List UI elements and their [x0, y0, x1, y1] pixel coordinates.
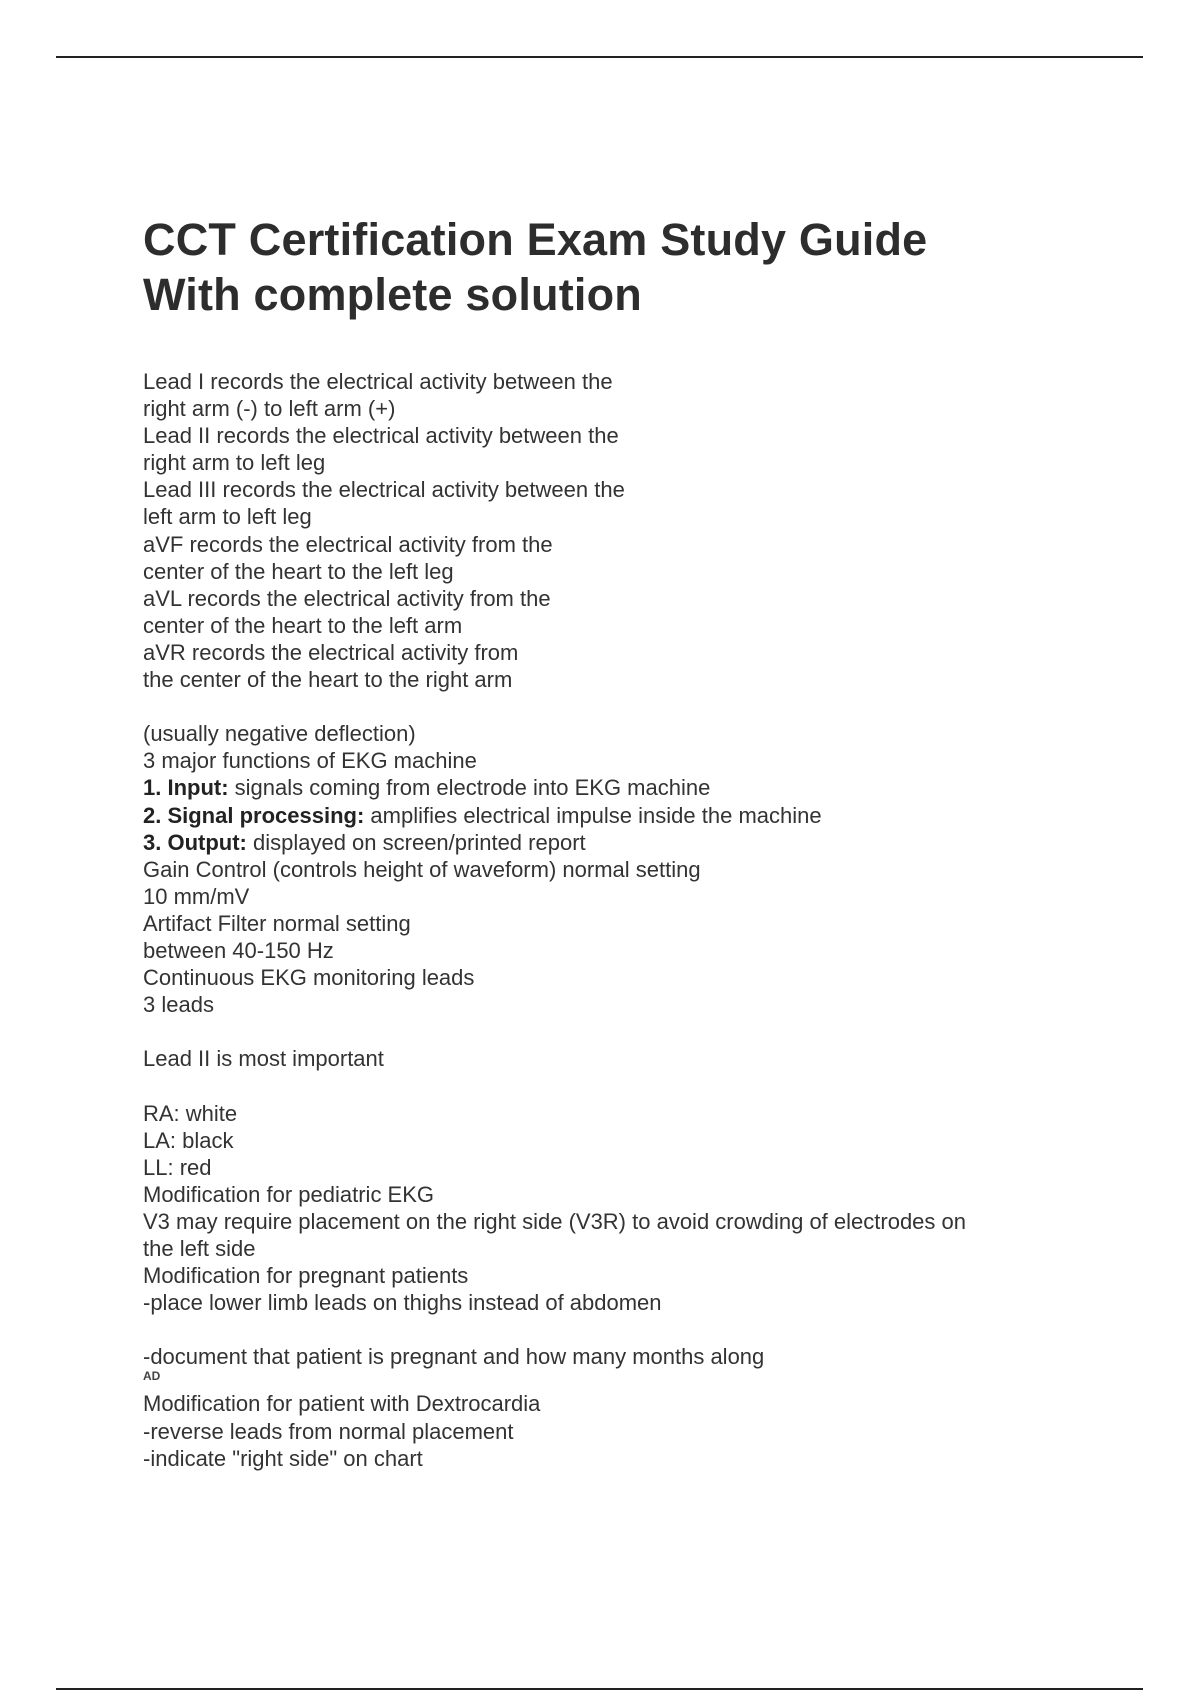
text-line: Lead III records the electrical activity between the [143, 477, 625, 503]
text-line: right arm (-) to left arm (+) [143, 396, 396, 422]
paragraph-gap [143, 1018, 1073, 1045]
pregnant-note: -document that patient is pregnant and how many months along [143, 1344, 765, 1370]
text-line: RA: white [143, 1100, 238, 1126]
text-line: aVR records the electrical activity from [143, 639, 519, 665]
text-line: Lead I records the electrical activity between the [143, 369, 613, 394]
text-line: -place lower limb leads on thighs instead of abdomen [143, 1290, 662, 1316]
text-line: center of the heart to the left leg [143, 558, 454, 584]
function-text: signals coming from electrode into EKG machine [228, 775, 711, 801]
title-line-2: With complete solution [143, 269, 642, 320]
text-line: LA: black [143, 1127, 234, 1153]
paragraph-gap [143, 1316, 1073, 1343]
text-line: Modification for pregnant patients [143, 1263, 469, 1289]
function-label: 1. Input: [143, 775, 229, 801]
text-line: Artifact Filter normal setting [143, 910, 411, 936]
text-line: the left side [143, 1236, 256, 1261]
lead-ii-note: Lead II is most important [143, 1046, 384, 1072]
text-line: -indicate "right side" on chart [143, 1445, 423, 1471]
document-body [143, 368, 1073, 1472]
deflection-note: (usually negative deflection) [143, 721, 416, 747]
function-label: 2. Signal processing: [143, 802, 365, 828]
text-line: center of the heart to the left arm [143, 612, 463, 638]
function-item [143, 802, 1073, 829]
page-title [143, 212, 927, 322]
text-line: Modification for patient with Dextrocardia [143, 1391, 541, 1417]
function-item [143, 829, 1073, 856]
text-line: -reverse leads from normal placement [143, 1418, 514, 1444]
function-text: displayed on screen/printed report [246, 829, 586, 855]
text-line: LL: red [143, 1154, 212, 1180]
top-rule [56, 56, 1143, 58]
text-line: between 40-150 Hz [143, 937, 334, 963]
bottom-rule [56, 1688, 1143, 1690]
function-item [143, 774, 1073, 801]
functions-heading: 3 major functions of EKG machine [143, 748, 477, 774]
text-line: aVF records the electrical activity from the [143, 531, 553, 557]
text-line: right arm to left leg [143, 450, 326, 476]
small-mark: AD [143, 1369, 161, 1384]
paragraph-gap [143, 1072, 1073, 1099]
text-line: V3 may require placement on the right side (V3R) to avoid crowding of electrodes on [143, 1208, 966, 1234]
text-line: Modification for pediatric EKG [143, 1181, 435, 1207]
text-line: 10 mm/mV [143, 883, 250, 909]
text-line: Gain Control (controls height of waveform) normal setting [143, 856, 701, 882]
function-label: 3. Output: [143, 829, 247, 855]
text-line: left arm to left leg [143, 504, 312, 530]
text-line: Continuous EKG monitoring leads [143, 965, 475, 991]
function-text: amplifies electrical impulse inside the machine [364, 802, 822, 828]
title-line-1: CCT Certification Exam Study Guide [143, 214, 928, 265]
paragraph-gap [143, 693, 1073, 720]
text-line: 3 leads [143, 992, 214, 1018]
text-line: Lead II records the electrical activity between the [143, 423, 619, 449]
text-line: aVL records the electrical activity from the [143, 585, 551, 611]
text-line: the center of the heart to the right arm [143, 667, 513, 693]
